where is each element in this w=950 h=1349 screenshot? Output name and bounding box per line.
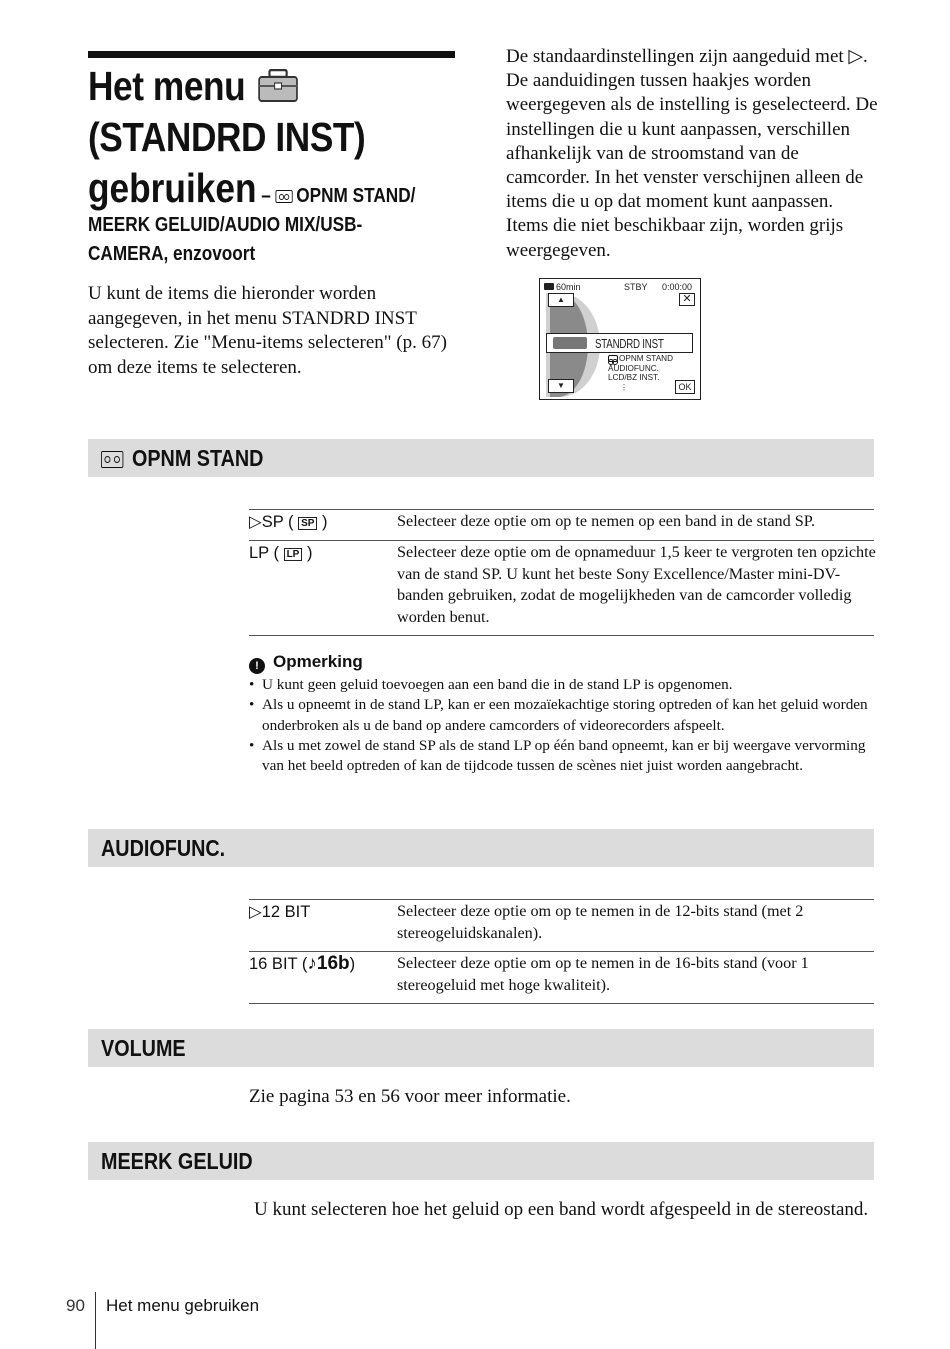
section-header-meerk-geluid: MEERK GELUID [88,1142,874,1180]
section-header-volume: VOLUME [88,1029,874,1067]
volume-text: Zie pagina 53 en 56 voor meer informatie. [249,1086,571,1107]
lcd-status: STBY [624,282,648,292]
table-rule [249,540,874,541]
table-rule [249,951,874,952]
note-heading: ! Opmerking [249,651,363,674]
lcd-screen-illustration [539,278,701,400]
lp-icon: LP [284,548,303,561]
option-12bit: ▷12 BIT [249,903,311,921]
option-sp: ▷SP ( SP ) [249,513,328,531]
tape-icon [101,451,123,468]
lcd-selected-menu: STANDRD INST [546,333,693,353]
option-lp-description: Selecteer deze optie om de opnameduur 1,5 keer te vergroten ten opzichte van de stand SP. U kunt het beste Sony Excellence/Master mini-DV-banden gebruiken, zodat de mogelijkheden van de camcorder volledig worden benut. [397,543,876,626]
default-marker-icon: ▷ [848,46,864,67]
lcd-ok-button: OK [675,380,695,394]
intro-paragraph-right: De standaardinstellingen zijn aangeduid met ▷. De aanduidingen tussen haakjes worden weergegeven als de instelling is geselecteerd. De instellingen die u kunt aanpassen, verschillen afhankelijk van de stroomstand van de camcorder. In het venster verschijnen alleen de items die u op dat moment kunt aanpassen. Items die niet beschikbaar zijn, worden grijs weergegeven. [506,46,878,261]
meerk-geluid-text: U kunt selecteren hoe het geluid op een band wordt afgespeeld in de stereostand. [254,1199,869,1220]
note-icon: ! [249,658,265,674]
option-16bit: 16 BIT (♪16b) [249,953,356,974]
option-lp: LP ( LP ) [249,544,313,562]
battery-icon [544,283,554,290]
option-16bit-description: Selecteer deze optie om op te nemen in de 16-bits stand (voor 1 stereogeluid met hoge kwaliteit). [397,954,809,994]
option-sp-description: Selecteer deze optie om op te nemen op een band in de stand SP. [397,512,816,530]
note-item: • U kunt geen geluid toevoegen aan een band die in de stand LP is opgenomen. [249,675,879,695]
tape-icon [608,355,618,362]
music-16b-icon: ♪16b [307,953,350,974]
table-rule [249,509,874,510]
option-12bit-description: Selecteer deze optie om op te nemen in de 12-bits stand (met 2 stereogeluidskanalen). [397,902,804,942]
lcd-menu-items: OPNM STAND AUDIOFUNC. LCD/BZ INST. ⋮ [608,354,673,392]
lcd-down-arrow-icon: ▼ [548,379,574,393]
section-header-audiofunc: AUDIOFUNC. [88,829,874,867]
page-number: 90 [66,1296,85,1315]
lcd-status-bar [544,282,696,293]
lcd-up-arrow-icon: ▲ [548,293,574,307]
section-header-opnm-stand: OPNM STAND [88,439,874,477]
footer-divider [95,1292,96,1349]
sp-icon: SP [298,517,317,530]
lcd-timecode: 0:00:00 [661,282,692,292]
note-item: • Als u opneemt in de stand LP, kan er een mozaïekachtige storing optreden of kan het geluid worden onderbroken als u de band op andere camcorders of videorecorders afspeelt. [249,695,879,736]
footer-section-title: Het menu gebruiken [106,1296,260,1315]
toolbox-icon [257,65,298,113]
title-rule [88,51,455,58]
battery-remaining: 60min [556,282,581,292]
toolbox-icon [553,337,587,349]
tape-icon [276,190,293,203]
note-item: • Als u met zowel de stand SP als de stand LP op één band opneemt, kan er bij weergave vervorming van het beeld optreden of kan de tijdcode tussen de scènes niet juist worden aangebracht. [249,736,879,777]
table-rule [249,899,874,900]
table-rule [249,1003,874,1004]
lcd-close-button: ✕ [679,293,695,306]
table-rule [249,635,874,636]
page-subtitle: gebruiken – OPNM STAND/ MEERK GELUID/AUDIO MIX/USB-CAMERA, enzovoort [88,165,416,265]
note-list [249,675,879,776]
intro-paragraph-left: U kunt de items die hieronder worden aangegeven, in het menu STANDRD INST selecteren. Zie "Menu-items selecteren" (p. 67) om deze items te selecteren. [88,283,447,378]
page-title: Het menu (STANDRD INST) [88,63,366,161]
